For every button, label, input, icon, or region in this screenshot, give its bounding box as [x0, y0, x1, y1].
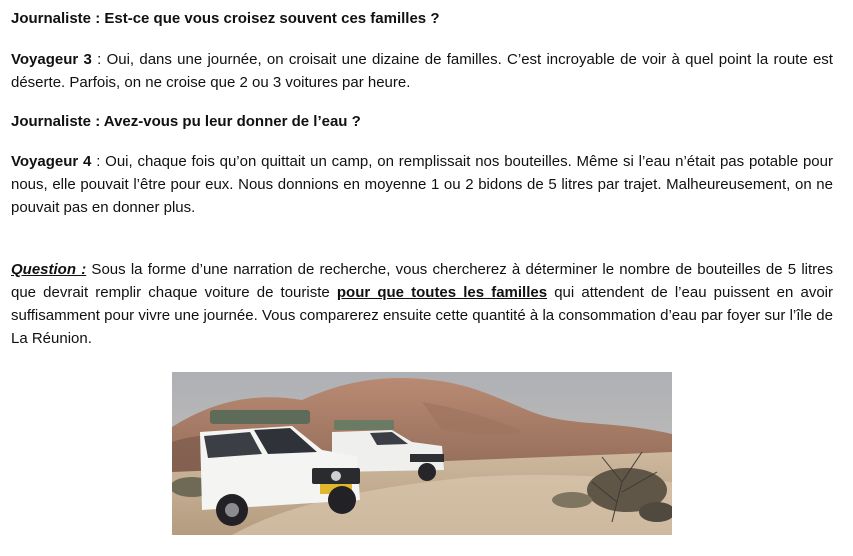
traveler-4-answer: [11, 150, 833, 219]
journalist-question-2: [11, 110, 833, 133]
question-emphasis: pour que toutes les familles: [336, 284, 548, 301]
question-paragraph: [11, 258, 833, 350]
traveler-3-text: : Oui, dans une journée, on croisait une dizaine de familles. C’est incroyable de voir à quel point la route est déserte. Parfois, on ne croise que 2 ou 3 voitures par heure.: [11, 51, 833, 91]
photo-illustration: [172, 372, 672, 535]
journalist-question-1-text: Journaliste : Est-ce que vous croisez souvent ces familles ?: [11, 10, 440, 27]
traveler-4-text: : Oui, chaque fois qu’on quittait un camp, on remplissait nos bouteilles. Même si l’eau n’était pas potable pour nous, elle pouvait l’être pour eux. Nous donnions en moyenne 1 ou 2 bidons de 5 litres par trajet. Malheureusement, on ne pouvait pas en donner plus.: [11, 153, 833, 216]
traveler-4-speaker: Voyageur 4: [11, 153, 92, 170]
journalist-question-1: [11, 7, 833, 30]
traveler-3-answer: [11, 48, 833, 94]
desert-cars-photo: [172, 372, 672, 535]
journalist-question-2-text: Journaliste : Avez-vous pu leur donner de l’eau ?: [11, 113, 361, 130]
question-label: Question :: [11, 261, 87, 278]
question-text-after: qui attendent de l’eau puissent en avoir suffisamment pour vivre une journée. Vous comparerez ensuite cette quantité à la consommation d’eau par foyer sur l’île de La Réunion.: [11, 284, 833, 347]
question-text-before: Sous la forme d’une narration de recherche, vous chercherez à déterminer le nombre de bouteilles de 5 litres que devrait remplir chaque voiture de touriste: [11, 261, 833, 301]
traveler-3-speaker: Voyageur 3: [11, 51, 92, 68]
